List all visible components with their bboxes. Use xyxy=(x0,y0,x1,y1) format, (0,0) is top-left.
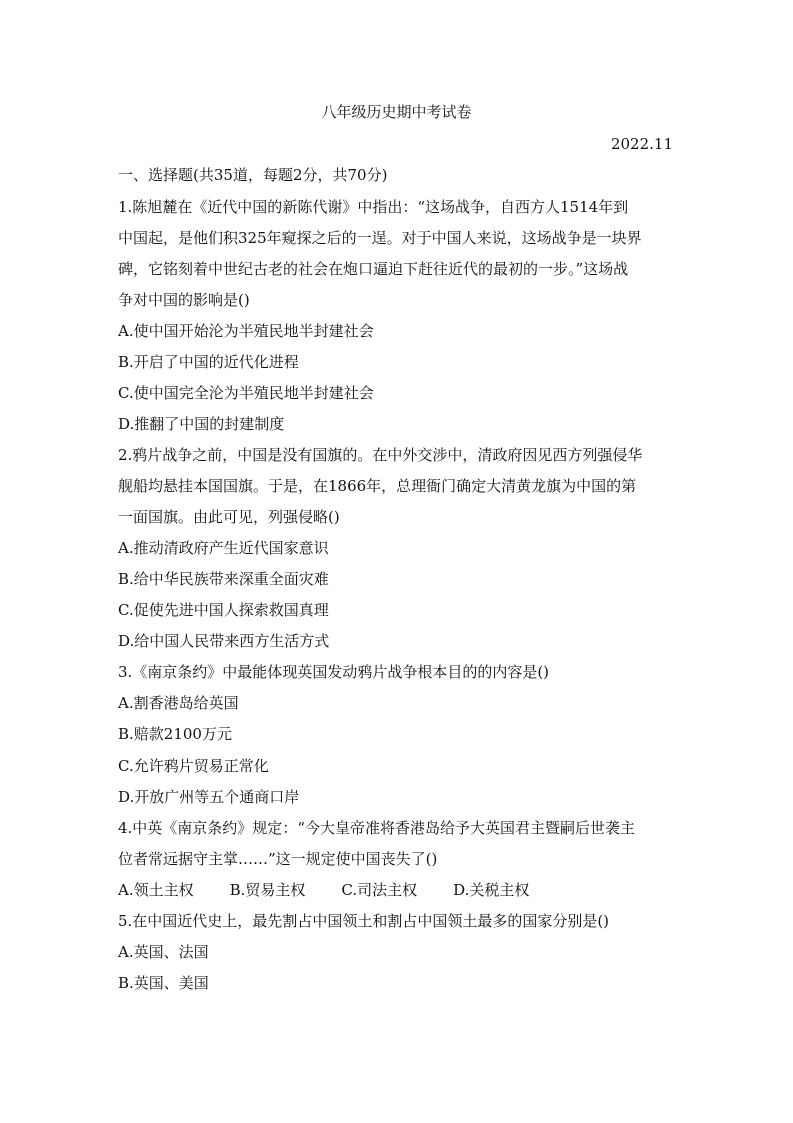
question-3-line-1: 3.《南京条约》中最能体现英国发动鸦片战争根本目的的内容是() xyxy=(118,663,550,681)
exam-date: 2022.11 xyxy=(610,135,673,153)
question-1-line-4: 争对中国的影响是() xyxy=(118,291,250,309)
question-4-line-2: 位者常远据守主掌……”这一规定使中国丧失了() xyxy=(118,850,438,868)
question-2-line-2: 舰船均悬挂本国国旗。于是，在1866年，总理衙门确定大清黄龙旗为中国的第 xyxy=(118,477,637,495)
exam-title: 八年级历史期中考试卷 xyxy=(321,103,472,121)
question-2-option-a: A.推动清政府产生近代国家意识 xyxy=(118,539,329,557)
question-1-line-3: 碑，它铭刻着中世纪古老的社会在炮口逼迫下赶往近代的最初的一步。”这场战 xyxy=(118,260,629,278)
question-2-option-c: C.促使先进中国人探索救国真理 xyxy=(118,601,329,619)
question-3-option-a: A.割香港岛给英国 xyxy=(118,694,239,712)
question-4-option-c: C.司法主权 xyxy=(341,881,418,899)
question-5-option-b: B.英国、美国 xyxy=(118,974,209,992)
question-1-line-1: 1.陈旭麓在《近代中国的新陈代谢》中指出：“这场战争，自西方人1514年到 xyxy=(118,198,629,216)
question-5-line-1: 5.在中国近代史上，最先割占中国领土和割占中国领土最多的国家分别是() xyxy=(118,912,610,930)
question-1-option-a: A.使中国开始沦为半殖民地半封建社会 xyxy=(118,322,374,340)
question-2-line-1: 2.鸦片战争之前，中国是没有国旗的。在中外交涉中，清政府因见西方列强侵华 xyxy=(118,446,643,464)
question-2-option-d: D.给中国人民带来西方生活方式 xyxy=(118,632,330,650)
question-4-option-a: A.领土主权 xyxy=(118,881,194,899)
question-4-option-b: B.贸易主权 xyxy=(229,881,306,899)
section-header: 一、选择题(共35道，每题2分，共70分) xyxy=(118,166,388,184)
question-1-option-c: C.使中国完全沦为半殖民地半封建社会 xyxy=(118,384,374,402)
question-4-option-d: D.关税主权 xyxy=(453,881,530,899)
question-5-option-a: A.英国、法国 xyxy=(118,943,209,961)
question-2-line-3: 一面国旗。由此可见，列强侵略() xyxy=(118,508,340,526)
question-4-options-row xyxy=(118,880,565,900)
question-4-line-1: 4.中英《南京条约》规定：“今大皇帝准将香港岛给予大英国君主暨嗣后世袭主 xyxy=(118,819,635,837)
question-1-option-d: D.推翻了中国的封建制度 xyxy=(118,415,285,433)
question-2-option-b: B.给中华民族带来深重全面灾难 xyxy=(118,570,329,588)
question-1-line-2: 中国起，是他们积325年窥探之后的一逞。对于中国人来说，这场战争是一块界 xyxy=(118,229,642,247)
question-3-option-d: D.开放广州等五个通商口岸 xyxy=(118,788,300,806)
question-1-option-b: B.开启了中国的近代化进程 xyxy=(118,353,299,371)
question-3-option-b: B.赔款2100万元 xyxy=(118,725,232,743)
question-3-option-c: C.允许鸦片贸易正常化 xyxy=(118,757,269,775)
